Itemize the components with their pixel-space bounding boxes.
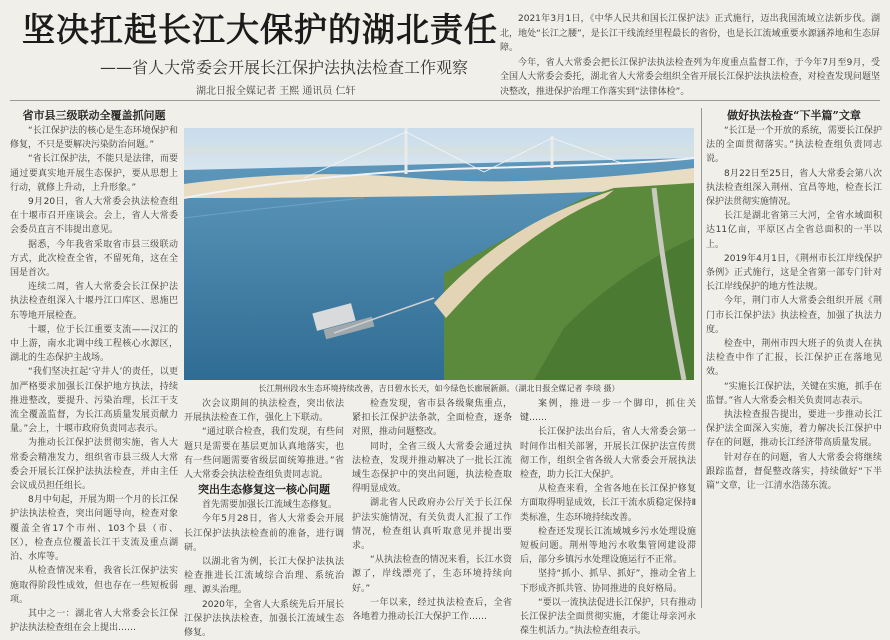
paragraph: 长江是湖北省第三大河，全省水域面积达11亿亩，平原区占全省总面积的一半以上。 [706, 211, 882, 250]
intro-paragraph-2: 今年，省人大常委会把长江保护法执法检查列为年度重点监督工作，于今年7月至9月，受全国人大常委会委托，湖北省人大常委会组织全省开展长江保护法执法检查，对检查发现问题坚决整改，推进保护治理工作落实到“法律体检”。 [500, 57, 880, 97]
photo-caption: 长江荆州段水生态环境持续改善，吉日碧水长天，如今绿色长廊展新颜。（湖北日报全媒记者 李琰 摄） [258, 384, 620, 393]
byline: 湖北日报全媒记者 王熙 通讯员 仁轩 [196, 86, 356, 97]
paragraph: 8月中旬起，开展为期一个月的长江保护法执法检查，突出问题导向，检查对象覆盖全省17个市州、103个县（市、区），检查点位覆盖长江干支流及重点湖泊、水库等。 [10, 495, 178, 563]
column-divider [701, 108, 702, 608]
paragraph: 首先需要加强长江流域生态修复。 [202, 500, 338, 511]
paragraph: “从执法检查的情况来看，长江水资源了，岸线漂亮了，生态环境持续向好。” [352, 555, 512, 594]
article-column-4 [520, 397, 696, 637]
paragraph: 据悉，今年我省采取省市县三级联动方式，此次检查全省，不留死角，这在全国是首次。 [10, 239, 178, 279]
paragraph: “实施长江保护法，关键在实施，抓手在监督。”省人大常委会相关负责同志表示。 [706, 381, 882, 406]
paragraph: “我们坚决扛起‘守井人’的责任，以更加严格要求加强长江保护地方执法，持续推进整改，要提升、污染治理，长江干支流全覆盖监督，为长江高质量发展贡献力量。”会上，十堰市政府负责同志表示。 [10, 367, 178, 435]
paragraph: “要以一流执法促进长江保护，只有推动长江保护法全面贯彻实施，才能让母亲河永葆生机活力。”执法检查组表示。 [520, 597, 696, 637]
river-bridge-photo [184, 128, 694, 380]
article-column-1 [10, 108, 178, 634]
paragraph: 从检查情况来看，我省长江保护法实施取得阶段性成效，但也存在一些短板弱项。 [10, 566, 178, 605]
paragraph: 2020年，全省人大系统先后开展长江保护法执法检查，加强长江流域生态修复。 [184, 599, 344, 639]
paragraph: 检查发现，省市县各级聚焦重点，紧扣长江保护法条款，全面检查，逐条对照，推动问题整改。 [352, 399, 512, 438]
paragraph: “长江保护法的核心是生态环境保护和修复，不只是要解决污染防治问题。” [10, 126, 178, 151]
paragraph: 十堰，位于长江重要支流——汉江的中上游，南水北调中线工程核心水源区，湖北的生态保护主战场。 [10, 324, 178, 364]
article-column-3 [352, 397, 512, 623]
paragraph: 长江保护法出台后，省人大常委会第一时间作出相关部署，开展长江保护法宣传贯彻工作，组织全省各级人大常委会开展执法检查，助力长江大保护。 [520, 427, 696, 481]
paragraph: 案例，推进一步一个脚印，抓住关键…… [520, 399, 696, 424]
paragraph: 2019年4月1日，《荆州市长江岸线保护条例》正式施行，这是全省第一部专门针对长江岸线保护的地方性法规。 [706, 253, 882, 293]
paragraph: 连续二周，省人大常委会长江保护法执法检查组深入十堰丹江口库区、恩施巴东等地开展检查。 [10, 282, 178, 321]
subheadline: ——省人大常委会开展长江保护法执法检查工作观察 [100, 58, 469, 77]
paragraph: 湖北省人民政府办公厅关于长江保护法实施情况，有关负责人汇报了工作情况，检查组认真听取意见并提出要求。 [352, 498, 512, 552]
paragraph: “省长江保护法，不能只是法律，而要通过要真实地开展生态保护，要从思想上行动，就修上升动，上升形象。” [10, 154, 178, 193]
intro-box [500, 12, 880, 99]
header-divider [10, 100, 880, 101]
paragraph: 同时，全省三级人大常委会通过执法检查，发现并推动解决了一批长江流域生态保护中的突出问题，执法检查取得明显成效。 [352, 441, 512, 495]
paragraph: 执法检查报告提出，要进一步推动长江保护法全面深入实施，着力解决长江保护中存在的问题，推动长江经济带高质量发展。 [706, 410, 882, 449]
intro-paragraph-1: 2021年3月1日，《中华人民共和国长江保护法》正式施行，迈出我国流域立法新步伐。湖北，地处“长江之腰”，是长江干线流经里程最长的省份，也是长江流域重要水源涵养地和生态屏障。 [500, 14, 880, 53]
paragraph: 针对存在的问题，省人大常委会将继续跟踪监督，督促整改落实，持续做好“下半篇”文章，让一江清水浩荡东流。 [706, 452, 882, 492]
paragraph: 检查还发现长江流域城乡污水处理设施短板问题。荆州等地污水收集管网建设滞后，部分乡镇污水处理设施运行不正常。 [520, 526, 696, 566]
paragraph: 检查中，荆州市四大班子的负责人在执法检查中作了汇报，长江保护正在落地见效。 [706, 339, 882, 378]
section-title-1: 省市县三级联动全覆盖抓问题 [22, 109, 166, 122]
paragraph: 9月20日，省人大常委会执法检查组在十堰市召开座谈会。会上，省人大常委会委员直言不讳提出意见。 [10, 197, 178, 236]
paragraph: 坚持“抓小、抓早、抓好”，推动全省上下形成齐抓共管、协同推进的良好格局。 [520, 569, 696, 594]
headline: 坚决扛起长江大保护的湖北责任 [22, 10, 498, 49]
paragraph: 以湖北省为例，长江大保护法执法检查推进长江流域综合治理、系统治理、源头治理。 [184, 557, 344, 596]
section-title-2: 突出生态修复这一核心问题 [198, 483, 330, 497]
article-column-5 [706, 108, 882, 608]
paragraph: 一年以来，经过执法检查后，全省各地着力推动长江大保护工作…… [352, 597, 512, 623]
paragraph: 今年，荆门市人大常委会组织开展《荆门市长江保护法》执法检查，加强了执法力度。 [706, 296, 882, 335]
paragraph: 为推动长江保护法贯彻实施，省人大常委会精准发力，组织省市县三级人大常委会开展长江保护法执法检查，并由主任会议成员担任组长。 [10, 438, 178, 492]
paragraph: 8月22日至25日，省人大常委会第八次执法检查组深入荆州、宜昌等地，检查长江保护法贯彻实施情况。 [706, 168, 882, 208]
paragraph: 从检查来看，全省各地在长江保护修复方面取得明显成效，长江干流水质稳定保持Ⅱ类标准，生态环境持续改善。 [520, 484, 696, 523]
photo-illustration [184, 128, 694, 380]
paragraph: “通过联合检查，我们发现，有些问题只是需要在基层更加认真地落实，也有一些问题需要省级层面统筹推进。”省人大常委会执法检查组负责同志说。 [184, 427, 344, 481]
article-column-2 [184, 397, 344, 639]
section-title-3: 做好执法检查“下半篇”文章 [727, 109, 861, 122]
paragraph: 其中之一：湖北省人大常委会长江保护法执法检查组在会上提出…… [10, 608, 178, 634]
paragraph: “长江是一个开放的系统，需要长江保护法的全面贯彻落实。”执法检查组负责同志说。 [706, 126, 882, 165]
paragraph: 次会议期间的执法检查，突出依法开展执法检查工作，强化上下联动。 [184, 399, 344, 424]
paragraph: 今年5月28日，省人大常委会开展长江保护法执法检查前的准备，进行调研。 [184, 514, 344, 553]
